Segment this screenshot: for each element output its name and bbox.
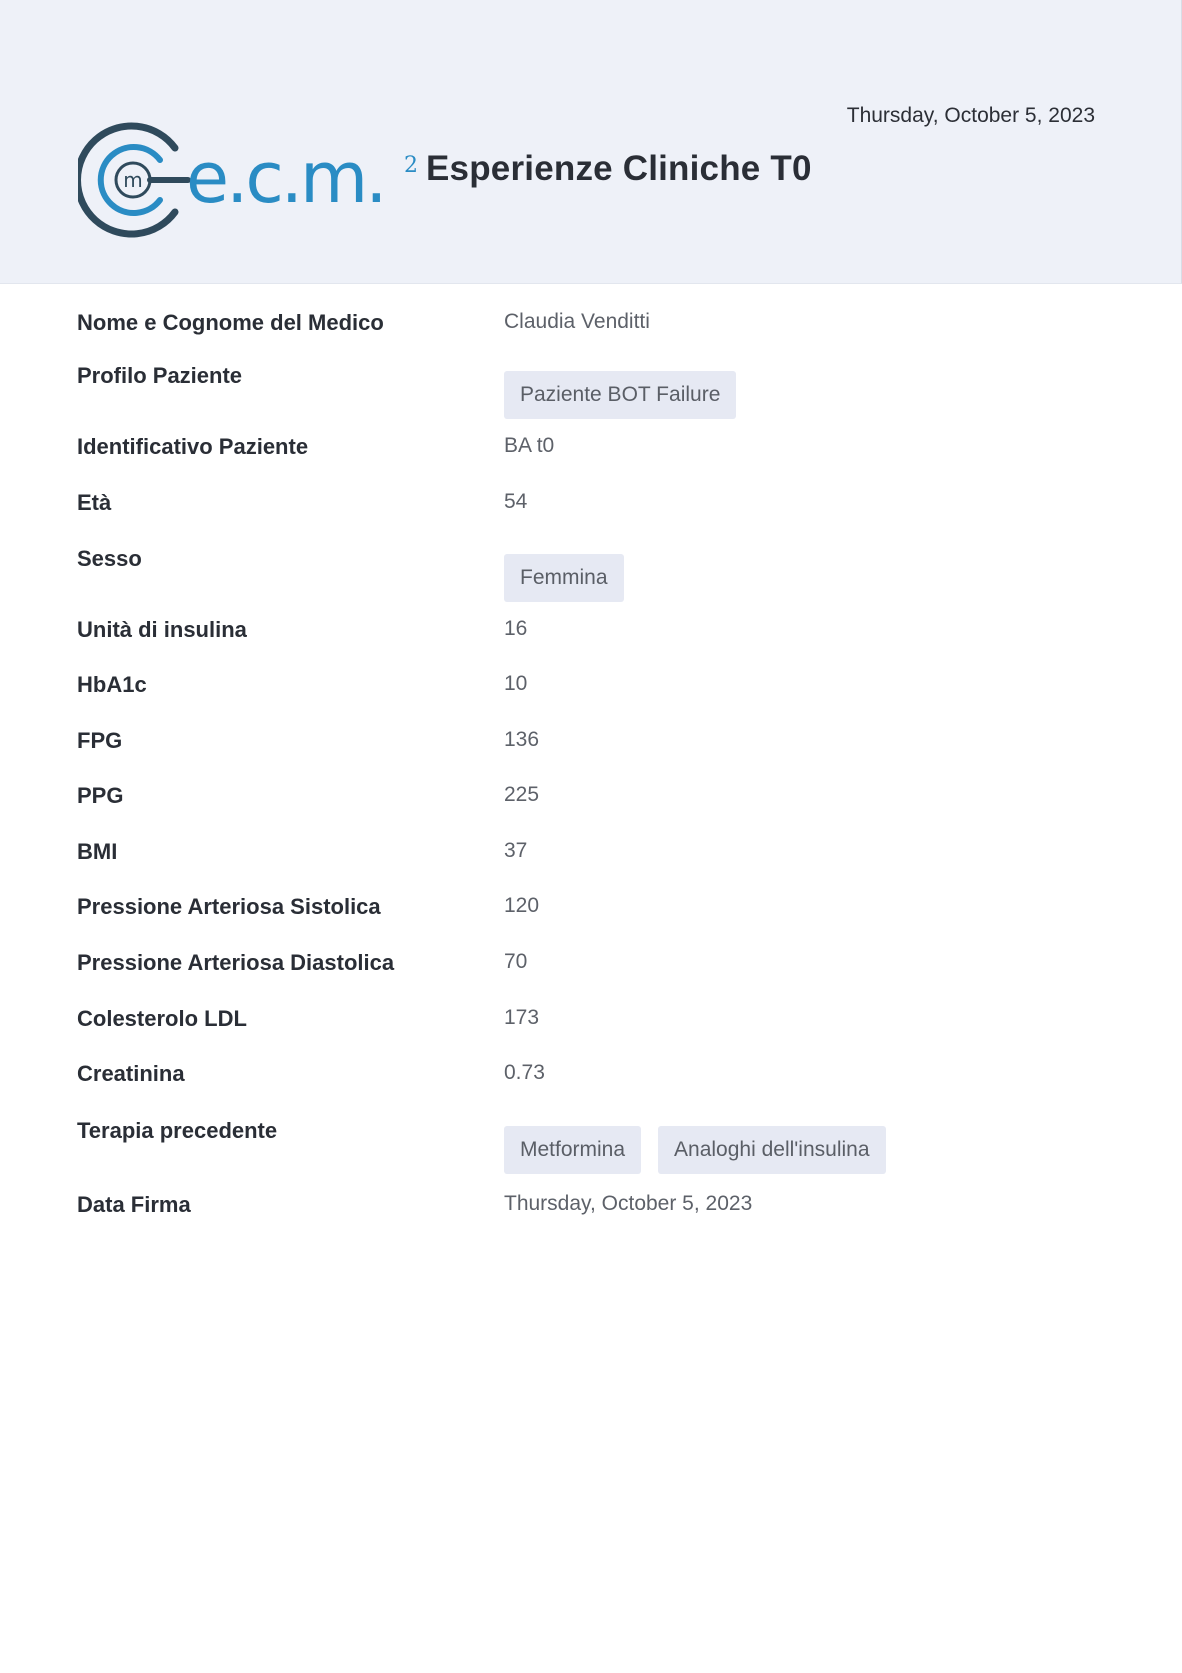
field-row-creatinina [77, 1061, 1077, 1118]
field-label: Terapia precedente [77, 1118, 278, 1143]
tag: Metformina [504, 1126, 641, 1174]
field-value: BA t0 [504, 434, 555, 457]
report-header [0, 0, 1182, 284]
field-value: 225 [504, 783, 540, 806]
field-value: 173 [504, 1006, 540, 1029]
tag-group [504, 1126, 886, 1174]
field-label: HbA1c [77, 672, 147, 697]
tag: Analoghi dell'insulina [658, 1126, 885, 1174]
field-value: 16 [504, 617, 528, 640]
field-label: Sesso [77, 546, 142, 571]
tag-group [504, 554, 624, 602]
tag: Paziente BOT Failure [504, 371, 736, 419]
header-date: Thursday, October 5, 2023 [846, 104, 1095, 127]
tag: Femmina [504, 554, 624, 602]
logo-superscript: 2 [404, 153, 418, 178]
field-label: BMI [77, 839, 118, 864]
field-label: Pressione Arteriosa Sistolica [77, 894, 381, 919]
field-label: Colesterolo LDL [77, 1006, 247, 1031]
page-title: Esperienze Cliniche T0 [426, 149, 812, 188]
field-value: 136 [504, 728, 540, 751]
field-row-sesso [77, 546, 1077, 617]
field-label: FPG [77, 728, 123, 753]
field-value: 37 [504, 839, 528, 862]
field-row-sistolica [77, 894, 1077, 950]
field-value: 10 [504, 672, 528, 695]
field-label: Nome e Cognome del Medico [77, 310, 384, 335]
field-row-medico [77, 310, 1077, 363]
field-value: 120 [504, 894, 540, 917]
field-row-ldl [77, 1006, 1077, 1061]
field-value: Claudia Venditti [504, 310, 650, 333]
patient-fields [77, 310, 1077, 1242]
field-row-hba1c [77, 672, 1077, 728]
field-label: Creatinina [77, 1061, 185, 1086]
field-value: 70 [504, 950, 528, 973]
field-row-diastolica [77, 950, 1077, 1006]
logo-emblem-letter: m [123, 168, 143, 192]
field-row-identificativo [77, 434, 1077, 490]
field-value: Thursday, October 5, 2023 [504, 1192, 753, 1215]
field-value: 0.73 [504, 1061, 545, 1084]
field-row-fpg [77, 728, 1077, 783]
field-label: Pressione Arteriosa Diastolica [77, 950, 395, 975]
field-row-profilo [77, 363, 1077, 434]
field-label: Data Firma [77, 1192, 191, 1217]
field-label: PPG [77, 783, 124, 808]
field-row-eta [77, 490, 1077, 546]
tag-group [504, 371, 736, 419]
field-row-ppg [77, 783, 1077, 839]
field-label: Età [77, 490, 112, 515]
ecm-logo [78, 120, 423, 240]
field-label: Identificativo Paziente [77, 434, 309, 459]
field-row-bmi [77, 839, 1077, 894]
field-row-terapia [77, 1118, 1077, 1192]
logo-text: e.c.m. [186, 137, 385, 219]
field-label: Profilo Paziente [77, 363, 243, 388]
field-row-insulina [77, 617, 1077, 672]
field-row-data-firma [77, 1192, 1077, 1242]
field-label: Unità di insulina [77, 617, 247, 642]
field-value: 54 [504, 490, 528, 513]
